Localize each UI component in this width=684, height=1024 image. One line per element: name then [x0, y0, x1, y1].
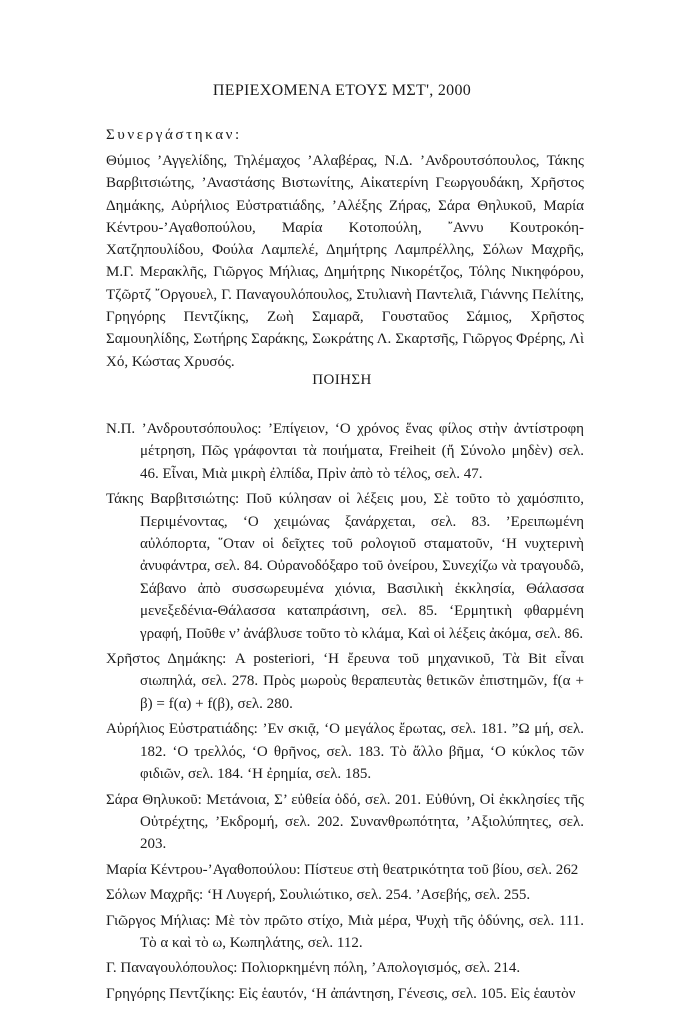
contributors-list: Θύμιος ’Αγγελίδης, Τηλέμαχος ’Αλαβέρας, Ν.Δ. ’Ανδρουτσόπουλος, Τάκης Βαρβιτσιώτης, ’Αναστάσης Βιστωνίτης, Αἰκατερίνη Γεωργουδάκη, Χρῆστος Δημάκης, Αὐρήλιος Εὐστρατιάδης, ’Αλέξης Ζήρας, Σάρα Θηλυκοῦ, Μαρία Κέντρου-’Αγαθοπούλου, Μαρία Κοτοπούλη, ῎Αννυ Κουτροκόη-Χατζηπουλίδου, Φούλα Λαμπελέ, Δημήτρης Λαμπρέλλης, Σόλων Μαχρῆς, Μ.Γ. Μερακλῆς, Γιῶργος Μήλιας, Δημήτρης Νικορέτζος, Τόλης Νικηφόρου, Τζῶρτζ ῎Οργουελ, Γ. Παναγουλόπουλος, Στυλιανὴ Παντελιᾶ, Γιάννης Πελίτης, Γρηγόρης Πεντζίκης, Ζωὴ Σαμαρᾶ, Γουσταῦος Σάμιος, Χρῆστος Σαμουηλίδης, Σωτήρης Σαράκης, Σωκράτης Λ. Σκαρτσῆς, Γιῶργος Φρέρης, Λὶ Χό, Κώστας Χρυσός.: [106, 153, 584, 370]
index-entry: Αὐρήλιος Εὐστρατιάδης: ’Εν σκιᾷ, ‘Ο μεγάλος ἔρωτας, σελ. 181. ”Ω μή, σελ. 182. ‘Ο τρελλός, ‘Ο θρῆνος, σελ. 183. Τὸ ἄλλο βῆμα, ‘Ο κύκλος τῶν φιδιῶν, σελ. 184. ‘Η ἐρημία, σελ. 185.: [106, 721, 584, 783]
index-entry: Τάκης Βαρβιτσιώτης: Ποῦ κύλησαν οἱ λέξεις μου, Σὲ τοῦτο τὸ χαμόσπιτο, Περιμένοντας, ‘Ο χειμώνας ξανάρχεται, σελ. 83. ’Ερειπωμένη αὐλόπορτα, ῞Οταν οἱ δεῖχτες τοῦ ρολογιοῦ σταματοῦν, ‘Η νυχτερινὴ ἀνυφάντρα, σελ. 84. Οὐρανοδόξαρο τοῦ ὀνείρου, Συνεχίζω νὰ τραγουδῶ, Σάβανο ἀπὸ συσσωρευμένα χιόνια, Βασιλικὴ ἐκκλησία, Θάλασσα μενεξεδένια-Θάλασσα καταπράσινη, σελ. 85. ‘Ερμητικὴ φθαρμένη γραφή, Ποῦθε ν’ ἀνάβλυσε τοῦτο τὸ κλάμα, Καὶ οἱ λέξεις ἀκόμα, σελ. 86.: [106, 491, 584, 642]
index-entry: Ν.Π. ’Ανδρουτσόπουλος: ’Επίγειον, ‘Ο χρόνος ἕνας φίλος στὴν ἀντίστροφη μέτρηση, Πῶς γράφονται τὰ ποιήματα, Freiheit (ἤ Σύνολο μηδὲν) σελ. 46. Εἶναι, Μιὰ μικρὴ ἐλπίδα, Πρὶν ἀπὸ τὸ τέλος, σελ. 47.: [106, 421, 584, 482]
index-entry: Γιῶργος Μήλιας: Μὲ τὸν πρῶτο στίχο, Μιὰ μέρα, Ψυχὴ τῆς ὀδύνης, σελ. 111. Τὸ α καὶ τὸ ω, Κωπηλάτης, σελ. 112.: [106, 912, 584, 951]
index-entry: Μαρία Κέντρου-’Αγαθοπούλου: Πίστευε στὴ θεατρικότητα τοῦ βίου, σελ. 262: [106, 861, 579, 878]
index-entry: Χρῆστος Δημάκης: A posteriori, ‘Η ἔρευνα τοῦ μηχανικοῦ, Τὰ Bit εἶναι σιωπηλά, σελ. 278. Πρὸς μωροὺς θεραπευτὰς θετικῶν ἐπιστημῶν, f(α + β) = f(α) + f(β), σελ. 280.: [106, 651, 584, 712]
page-title: ΠΕΡΙΕΧΟΜΕΝΑ ΕΤΟΥΣ ΜΣΤ', 2000: [212, 82, 472, 99]
section-heading-poetry: ΠΟΙΗΣΗ: [312, 372, 372, 388]
contributors-heading: Συνεργάστηκαν:: [106, 127, 242, 143]
index-entry: Σάρα Θηλυκοῦ: Μετάνοια, Σ’ εὐθεία ὁδό, σελ. 201. Εὐθύνη, Οἱ ἐκκλησίες τῆς Οὐτρέχτης, ’Εκδρομή, σελ. 202. Συνανθρωπότητα, ’Αξιολύπητες, σελ. 203.: [106, 791, 584, 853]
poetry-entries: [106, 418, 584, 1008]
index-entry: Γ. Παναγουλόπουλος: Πολιορκημένη πόλη, ’Απολογισμός, σελ. 214.: [106, 960, 521, 977]
index-entry: Σόλων Μαχρῆς: ‘Η Λυγερή, Σουλιώτικο, σελ. 254. ’Ασεβής, σελ. 255.: [106, 887, 531, 904]
index-entry: Γρηγόρης Πεντζίκης: Εἰς ἑαυτόν, ‘Η ἀπάντηση, Γένεσις, σελ. 105. Εἰς ἑαυτὸν: [106, 985, 576, 1002]
